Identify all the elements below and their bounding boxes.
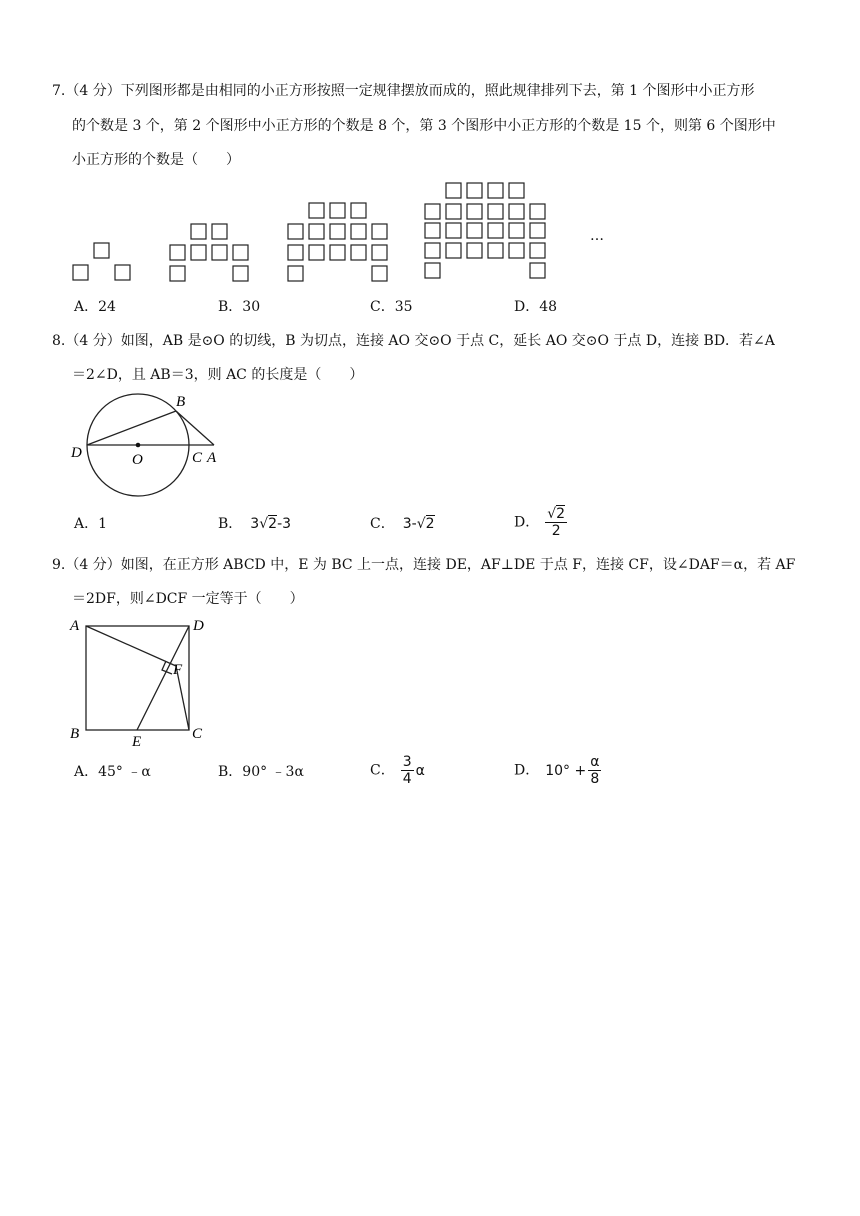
q7-ellipsis: …: [590, 228, 604, 244]
q8-option-d[interactable]: [514, 506, 567, 539]
q8-option-b-expr: 3√2-3: [250, 516, 292, 532]
q9-text-line2: ＝2DF，则∠DCF 一定等于（ ）: [72, 591, 304, 607]
q8-b-tail: -3: [277, 516, 292, 532]
q7-option-c[interactable]: C．35: [370, 299, 413, 315]
q8-text-line1: 8.（4 分）如图，AB 是⊙O 的切线，B 为切点，连接 AO 交⊙O 于点 C，延长 AO 交⊙O 于点 D，连接 BD．若∠A: [52, 333, 775, 349]
q7-option-d[interactable]: D．48: [514, 299, 558, 315]
q7-option-a[interactable]: A．24: [74, 299, 116, 315]
q8-c-lead: 3-: [402, 516, 417, 532]
q8-option-b-prefix: B．: [218, 516, 243, 532]
q7-option-b[interactable]: B．30: [218, 299, 261, 315]
q9-label-f: F: [173, 662, 183, 678]
q7-square-pattern-figure: [60, 176, 620, 288]
q8-option-b[interactable]: [218, 514, 291, 534]
q8-d-radicand: 2: [556, 506, 566, 522]
q8-option-c[interactable]: [370, 514, 435, 534]
q9-square-figure: [66, 614, 226, 750]
q9-option-b[interactable]: B．90° ﹣3α: [218, 764, 304, 780]
q9-label-d: D: [193, 618, 204, 634]
q8-label-b: B: [176, 394, 186, 410]
q8-d-denominator: 2: [551, 523, 561, 539]
q8-option-a[interactable]: A．1: [74, 516, 108, 532]
q9-option-c-fraction: [401, 754, 414, 787]
q9-label-e: E: [132, 734, 142, 750]
q9-label-b: B: [70, 726, 80, 742]
q8-label-c: C: [192, 450, 203, 466]
q8-label-o: O: [132, 452, 143, 468]
q8-option-d-prefix: D．: [514, 514, 540, 531]
q9-text-line1: 9.（4 分）如图，在正方形 ABCD 中，E 为 BC 上一点，连接 DE，AF⊥DE 于点 F，连接 CF，设∠DAF＝α，若 AF: [52, 557, 796, 573]
q8-option-c-expr: 3-√2: [402, 516, 435, 532]
q8-c-radicand: 2: [425, 516, 435, 532]
q9-c-denominator: 4: [402, 771, 412, 787]
q9-c-numerator: 3: [402, 754, 412, 770]
q9-option-d[interactable]: [514, 754, 601, 787]
q9-c-alpha: α: [415, 762, 425, 779]
q9-option-d-fraction: [588, 754, 601, 787]
q8-b-radicand: 2: [268, 516, 278, 532]
q7-text-line1: 7.（4 分）下列图形都是由相同的小正方形按照一定规律摆放而成的，照此规律排列下去，第 1 个图形中小正方形: [52, 83, 755, 99]
q9-option-c-prefix: C．: [370, 762, 395, 779]
q9-d-numerator: α: [590, 754, 600, 770]
q8-text-line2: ＝2∠D，且 AB＝3，则 AC 的长度是（ ）: [72, 367, 364, 383]
q7-text-line3: 小正方形的个数是（ ）: [72, 152, 240, 168]
q8-label-a: A: [207, 450, 217, 466]
q9-d-lead: 10° +: [545, 762, 587, 779]
q9-option-a[interactable]: A．45° ﹣α: [74, 764, 151, 780]
q9-label-a: A: [70, 618, 80, 634]
q9-label-c: C: [192, 726, 203, 742]
q9-option-c[interactable]: [370, 754, 425, 787]
q8-b-coef: 3: [250, 516, 260, 532]
q9-option-d-prefix: D．: [514, 762, 540, 779]
q8-option-d-fraction: $\frac{√2}{2}$: [547, 506, 566, 539]
q8-label-d: D: [71, 445, 82, 461]
q7-text-line2: 的个数是 3 个，第 2 个图形中小正方形的个数是 8 个，第 3 个图形中小正方形的个数是 15 个，则第 6 个图形中: [72, 118, 776, 134]
q9-d-denominator: 8: [590, 771, 600, 787]
q8-option-c-prefix: C．: [370, 516, 395, 532]
q8-circle-tangent-figure: [66, 388, 236, 504]
